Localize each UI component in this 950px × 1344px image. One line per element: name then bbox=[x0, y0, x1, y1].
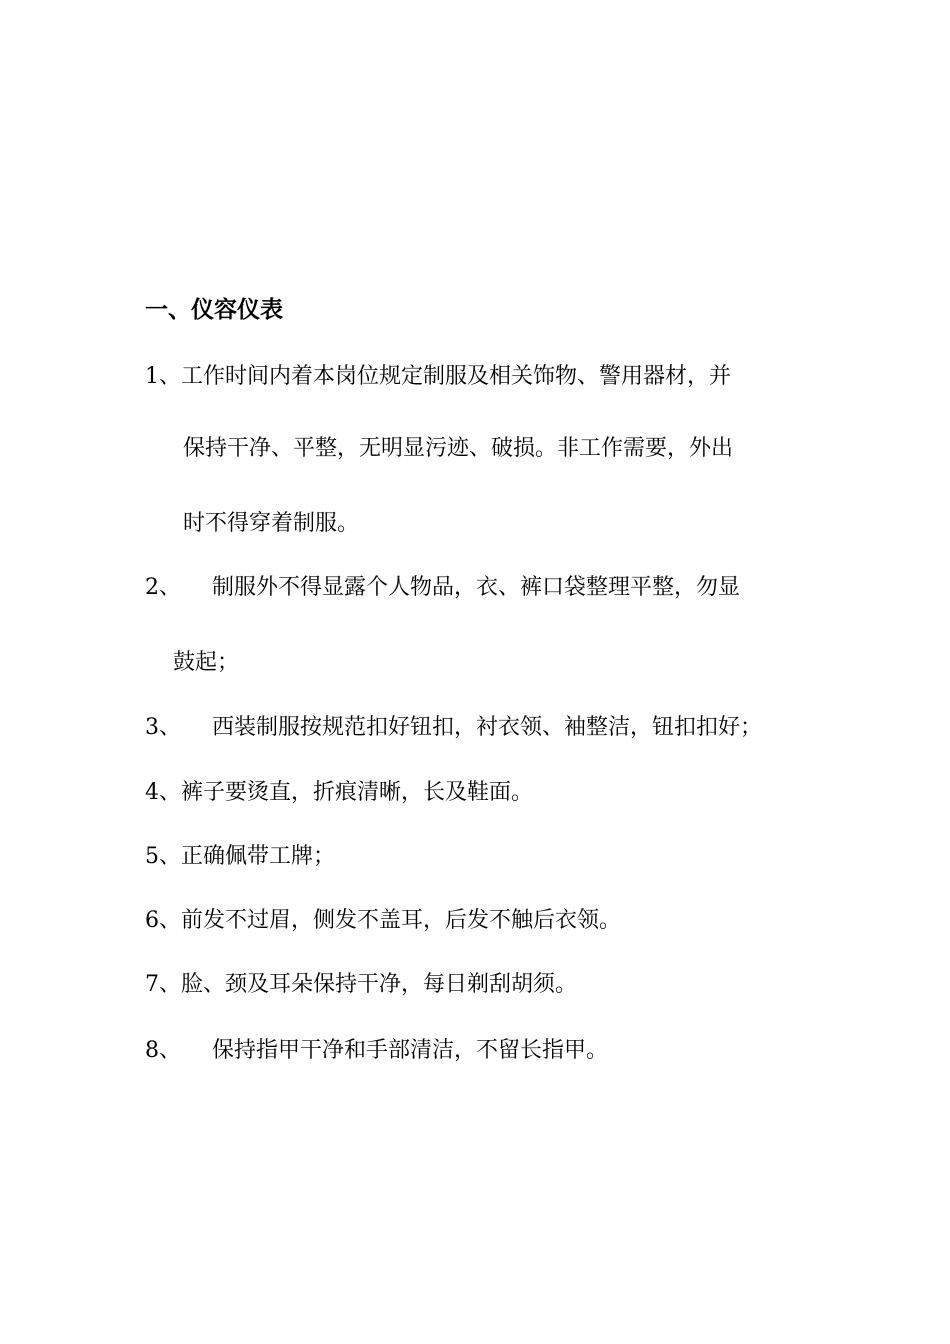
item-1-line-1 bbox=[145, 360, 731, 394]
item-number: 2、 bbox=[145, 575, 181, 600]
item-text: 脸、颈及耳朵保持干净，每日剃刮胡须。 bbox=[181, 972, 578, 997]
item-5-line-1 bbox=[145, 840, 335, 874]
item-1-line-3 bbox=[183, 507, 359, 541]
item-text: 正确佩带工牌； bbox=[181, 844, 336, 869]
item-3-line-1 bbox=[145, 711, 762, 745]
item-4-line-1 bbox=[145, 776, 533, 810]
item-number: 1、 bbox=[145, 364, 181, 389]
item-number: 8、 bbox=[145, 1038, 181, 1063]
section-heading: 一、仪容仪表 bbox=[145, 296, 283, 323]
item-2-line-1 bbox=[145, 571, 740, 605]
item-text: 保持干净、平整，无明显污迹、破损。非工作需要，外出 bbox=[183, 436, 734, 461]
item-7-line-1 bbox=[145, 968, 577, 1002]
item-text: 前发不过眉，侧发不盖耳，后发不触后衣领。 bbox=[181, 908, 622, 933]
item-text: 保持指甲干净和手部清洁，不留长指甲。 bbox=[212, 1038, 609, 1063]
item-text: 西装制服按规范扣好钮扣，衬衣领、袖整洁，钮扣扣好； bbox=[212, 715, 763, 740]
item-number: 6、 bbox=[145, 908, 181, 933]
item-8-line-1 bbox=[145, 1034, 608, 1068]
item-number: 5、 bbox=[145, 844, 181, 869]
item-6-line-1 bbox=[145, 904, 621, 938]
item-text: 制服外不得显露个人物品，衣、裤口袋整理平整，勿显 bbox=[212, 575, 741, 600]
item-2-line-2 bbox=[173, 646, 239, 680]
item-text: 时不得穿着制服。 bbox=[183, 511, 360, 536]
item-number: 4、 bbox=[145, 780, 181, 805]
item-number: 7、 bbox=[145, 972, 181, 997]
item-number: 3、 bbox=[145, 715, 181, 740]
item-1-line-2 bbox=[183, 432, 733, 466]
item-text: 裤子要烫直，折痕清晰，长及鞋面。 bbox=[181, 780, 534, 805]
item-text: 工作时间内着本岗位规定制服及相关饰物、警用器材，并 bbox=[181, 364, 732, 389]
item-text: 鼓起； bbox=[173, 650, 240, 675]
